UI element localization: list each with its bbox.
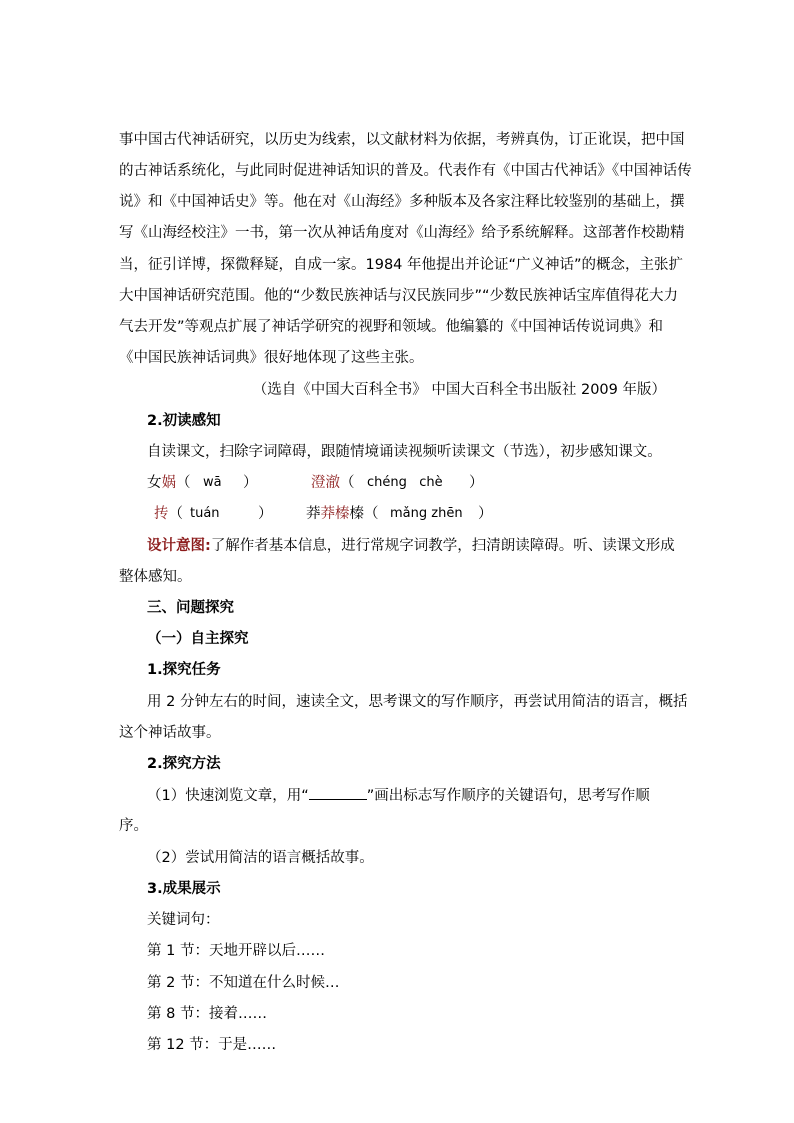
intro-line-7: 气去开发”等观点扩展了神话学研究的视野和领域。他编纂的《中国神话传说词典》和 — [119, 319, 664, 335]
vocab-item-chengche — [311, 475, 491, 491]
intro-line-8: 《中国民族神话词典》很好地体现了这些主张。 — [119, 350, 424, 366]
design-intent-text: 了解作者基本信息，进行常规字词教学，扫清朗读障碍。听、读课文形成 — [210, 538, 675, 554]
vocab-hanzi-highlight: 澄澈 — [311, 475, 340, 491]
vocab-paren: ） — [478, 506, 493, 522]
vocab-pinyin: wā — [203, 475, 222, 490]
keyword-item: 第 12 节：于是…… — [147, 1037, 277, 1053]
vocab-item-nuwa — [147, 475, 267, 491]
intro-line-2: 的古神话系统化，与此同时促进神话知识的普及。代表作有《中国古代神话》《中国神话传 — [119, 163, 692, 179]
intro-line-5: 当，征引详博，探微释疑，自成一家。1984 年他提出并论证“广义神话”的概念，主张扩 — [119, 257, 684, 273]
vocab-paren: ） — [258, 506, 273, 522]
result-heading: 3.成果展示 — [147, 881, 221, 897]
vocab-hanzi: 女 — [147, 475, 162, 491]
vocab-hanzi-highlight: 抟 — [154, 506, 169, 522]
vocab-item-tuan — [154, 506, 284, 522]
keyword-item: 第 8 节：接着…… — [147, 1006, 267, 1022]
reading-text: 自读课文，扫除字词障碍，跟随情境诵读视频听读课文（节选），初步感知课文。 — [147, 444, 662, 460]
subsection-heading: （一）自主探究 — [147, 631, 249, 647]
method-item-1-line-2: 序。 — [119, 818, 148, 834]
task-line-1: 用 2 分钟左右的时间，速读全文，思考课文的写作顺序，再尝试用简洁的语言，概括 — [147, 694, 688, 710]
vocab-paren: ） — [469, 475, 484, 491]
vocab-hanzi: 榛 — [349, 506, 364, 522]
design-intent-line-2: 整体感知。 — [119, 569, 192, 585]
method-heading: 2.探究方法 — [147, 756, 221, 772]
vocab-paren: （ — [364, 506, 379, 522]
task-line-2: 这个神话故事。 — [119, 725, 221, 741]
keyword-item: 第 2 节：不知道在什么时候… — [147, 975, 340, 991]
vocab-paren: （ — [168, 506, 183, 522]
vocab-hanzi-highlight: 莽榛 — [320, 506, 350, 522]
blank-underline — [309, 787, 367, 800]
vocab-paren: （ — [340, 475, 355, 491]
design-intent — [147, 538, 707, 554]
method-item-1-text: （1）快速浏览文章，用“ — [147, 788, 309, 804]
method-item-2: （2）尝试用简洁的语言概括故事。 — [147, 850, 374, 866]
vocab-pinyin: tuán — [190, 506, 220, 521]
keywords-label: 关键词句： — [147, 912, 220, 928]
intro-line-6: 大中国神话研究范围。他的“少数民族神话与汉民族同步”“少数民族神话宝库值得花大力 — [119, 288, 679, 304]
method-item-1-text-end: ”画出标志写作顺序的关键语句，思考写作顺 — [366, 788, 650, 804]
vocab-hanzi-highlight: 娲 — [161, 475, 176, 491]
design-intent-label: 设计意图: — [147, 538, 211, 554]
vocab-pinyin: mǎng zhēn — [390, 506, 463, 521]
method-item-1 — [147, 787, 707, 804]
vocab-item-mangzhen — [306, 506, 506, 522]
section-heading: 三、问题探究 — [147, 600, 234, 616]
keyword-item: 第 1 节：天地开辟以后…… — [147, 943, 325, 959]
source-citation: （选自《中国大百科全书》 中国大百科全书出版社 2009 年版） — [252, 382, 666, 398]
vocab-hanzi: 莽 — [306, 506, 321, 522]
vocab-paren: ） — [243, 475, 258, 491]
intro-line-1: 事中国古代神话研究，以历史为线索，以文献材料为依据，考辨真伪，订正讹误，把中国 — [119, 132, 685, 148]
intro-line-3: 说》和《中国神话史》等。他在对《山海经》多种版本及各家注释比较鉴别的基础上，撰 — [119, 194, 685, 210]
intro-line-4: 写《山海经校注》一书，第一次从神话角度对《山海经》给予系统解释。这部著作校勘精 — [119, 225, 685, 241]
reading-heading: 2.初读感知 — [147, 413, 221, 429]
vocab-pinyin: chéng chè — [367, 475, 443, 490]
vocab-paren: （ — [176, 475, 191, 491]
task-heading: 1.探究任务 — [147, 662, 221, 678]
